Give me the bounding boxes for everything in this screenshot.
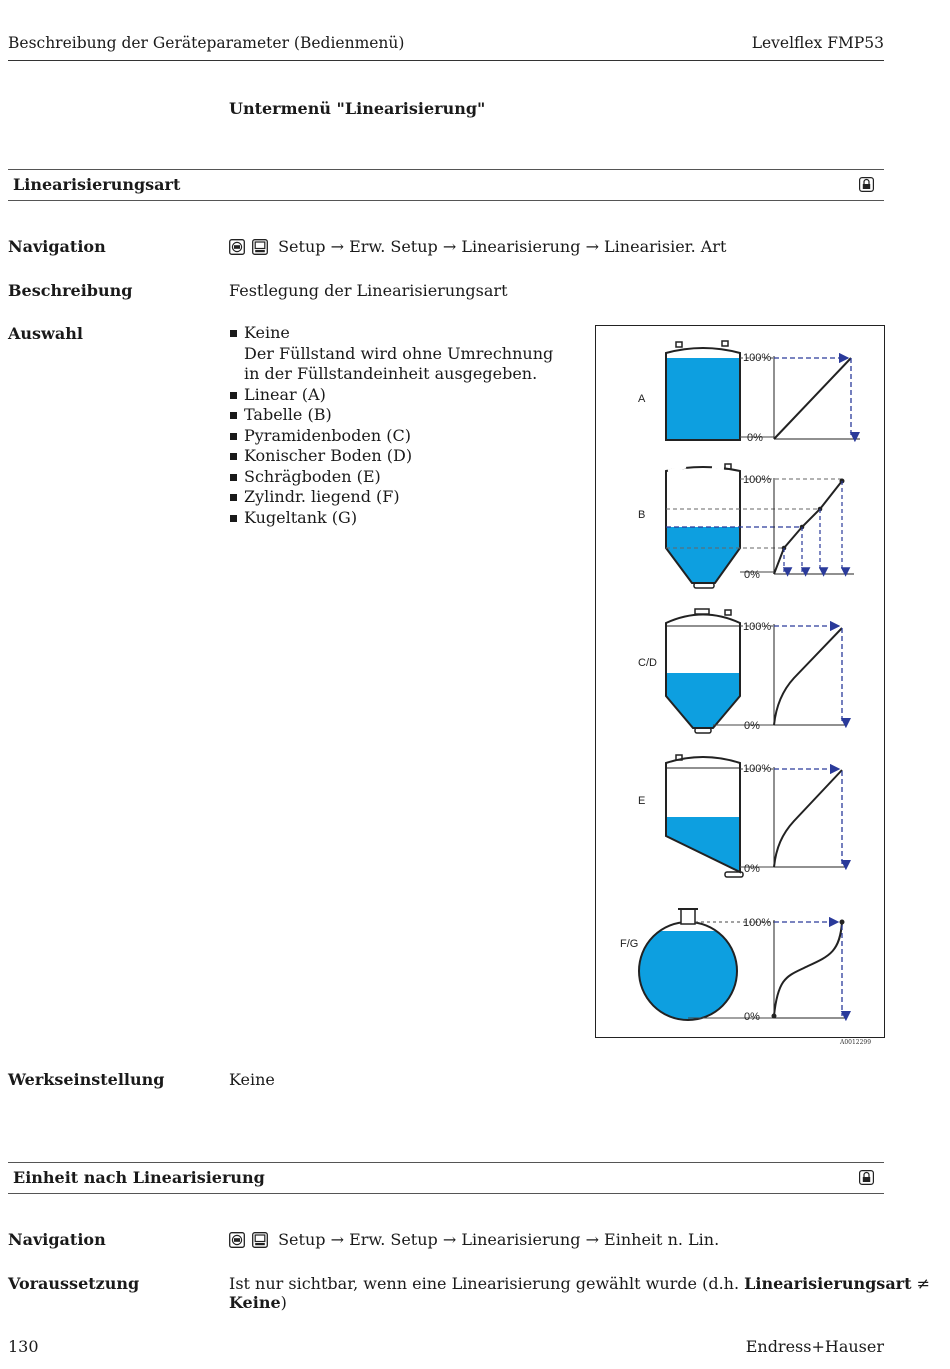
pct-min-label: 0%	[744, 1011, 760, 1023]
footer-brand: Endress+Hauser	[745, 1337, 884, 1356]
pct-min-label: 0%	[744, 569, 760, 581]
panel-letter: C/D	[638, 657, 657, 669]
section-title: Einheit nach Linearisierung	[13, 1168, 265, 1187]
voraussetzung-param: Linearisierungsart	[744, 1274, 912, 1293]
not-equal-sign: ≠	[911, 1274, 930, 1293]
section-linearisierungsart	[8, 169, 884, 201]
lock-icon	[859, 1170, 874, 1185]
panel-letter: A	[638, 393, 646, 405]
panel-fg	[620, 909, 846, 1031]
liquid-fill	[666, 527, 740, 583]
submenu-title: Untermenü "Linearisierung"	[229, 99, 486, 118]
nav-icons	[229, 1232, 270, 1252]
closing-paren: )	[280, 1293, 287, 1312]
voraussetzung-value: Keine	[229, 1293, 281, 1312]
operating-tool-icon	[229, 1232, 245, 1248]
pct-max-label: 100%	[743, 352, 772, 364]
linearization-figure	[595, 325, 885, 1038]
option-konischer-boden	[229, 446, 559, 467]
navigation-label: Navigation	[8, 1230, 106, 1249]
panel-e	[638, 755, 846, 877]
display-icon	[252, 1232, 268, 1248]
option-label: Keine	[244, 323, 290, 342]
option-label: Pyramidenboden (C)	[244, 425, 411, 445]
beschreibung-text: Festlegung der Linearisierungsart	[229, 281, 508, 300]
option-pyramidenboden	[229, 426, 559, 447]
option-label: Schrägboden (E)	[244, 466, 381, 486]
option-tabelle	[229, 405, 559, 426]
panel-b	[638, 464, 854, 588]
option-note: Der Füllstand wird ohne Umrechnung in der Füllstandeinheit ausgegeben.	[244, 343, 554, 383]
liquid-fill	[666, 358, 740, 440]
option-zylindr-liegend	[229, 487, 559, 508]
header-chapter: Beschreibung der Geräteparameter (Bedienmenü)	[8, 34, 405, 52]
nav-icons	[229, 239, 270, 259]
panel-cd	[638, 609, 846, 733]
option-label: Kugeltank (G)	[244, 507, 358, 527]
pct-max-label: 100%	[743, 917, 772, 929]
option-schraegboden	[229, 467, 559, 488]
option-label: Tabelle (B)	[244, 405, 332, 424]
panel-letter: B	[638, 509, 646, 521]
pct-min-label: 0%	[744, 720, 760, 732]
liquid-fill	[666, 817, 740, 872]
panel-letter: E	[638, 795, 646, 807]
beschreibung-label: Beschreibung	[8, 281, 133, 300]
voraussetzung-label: Voraussetzung	[8, 1274, 140, 1293]
option-label: Linear (A)	[244, 384, 326, 404]
pct-min-label: 0%	[747, 432, 763, 444]
pct-max-label: 100%	[743, 474, 772, 486]
display-icon	[252, 239, 268, 255]
figure-code: A0012299	[840, 1039, 872, 1046]
linearization-diagram	[596, 326, 884, 1037]
werkseinstellung-value: Keine	[229, 1070, 275, 1089]
operating-tool-icon	[229, 239, 245, 255]
navigation-path	[229, 237, 726, 259]
pct-max-label: 100%	[743, 621, 772, 633]
option-label: Zylindr. liegend (F)	[244, 487, 400, 506]
option-kugeltank	[229, 508, 559, 529]
voraussetzung-text	[229, 1274, 950, 1312]
navigation-path-text: Setup → Erw. Setup → Linearisierung → Einheit n. Lin.	[278, 1230, 720, 1249]
liquid-fill	[666, 673, 740, 728]
auswahl-label: Auswahl	[8, 324, 83, 343]
option-label: Konischer Boden (D)	[244, 446, 413, 465]
pct-max-label: 100%	[743, 763, 772, 775]
lock-icon	[859, 177, 874, 192]
navigation-path	[229, 1230, 719, 1252]
header-product: Levelflex FMP53	[751, 34, 884, 52]
panel-a	[638, 341, 860, 444]
panel-letter: F/G	[620, 938, 639, 950]
werkseinstellung-label: Werkseinstellung	[8, 1070, 165, 1089]
pct-min-label: 0%	[744, 863, 760, 875]
section-title: Linearisierungsart	[13, 175, 181, 194]
option-linear	[229, 385, 559, 406]
navigation-path-text: Setup → Erw. Setup → Linearisierung → Linearisier. Art	[278, 237, 727, 256]
section-einheit-nach-linearisierung	[8, 1162, 884, 1194]
page-number: 130	[8, 1337, 39, 1356]
option-keine	[229, 323, 559, 385]
auswahl-options	[229, 323, 559, 528]
voraussetzung-sentence: Ist nur sichtbar, wenn eine Linearisierung gewählt wurde (d.h.	[229, 1274, 745, 1293]
navigation-label: Navigation	[8, 237, 106, 256]
running-header	[8, 30, 884, 61]
